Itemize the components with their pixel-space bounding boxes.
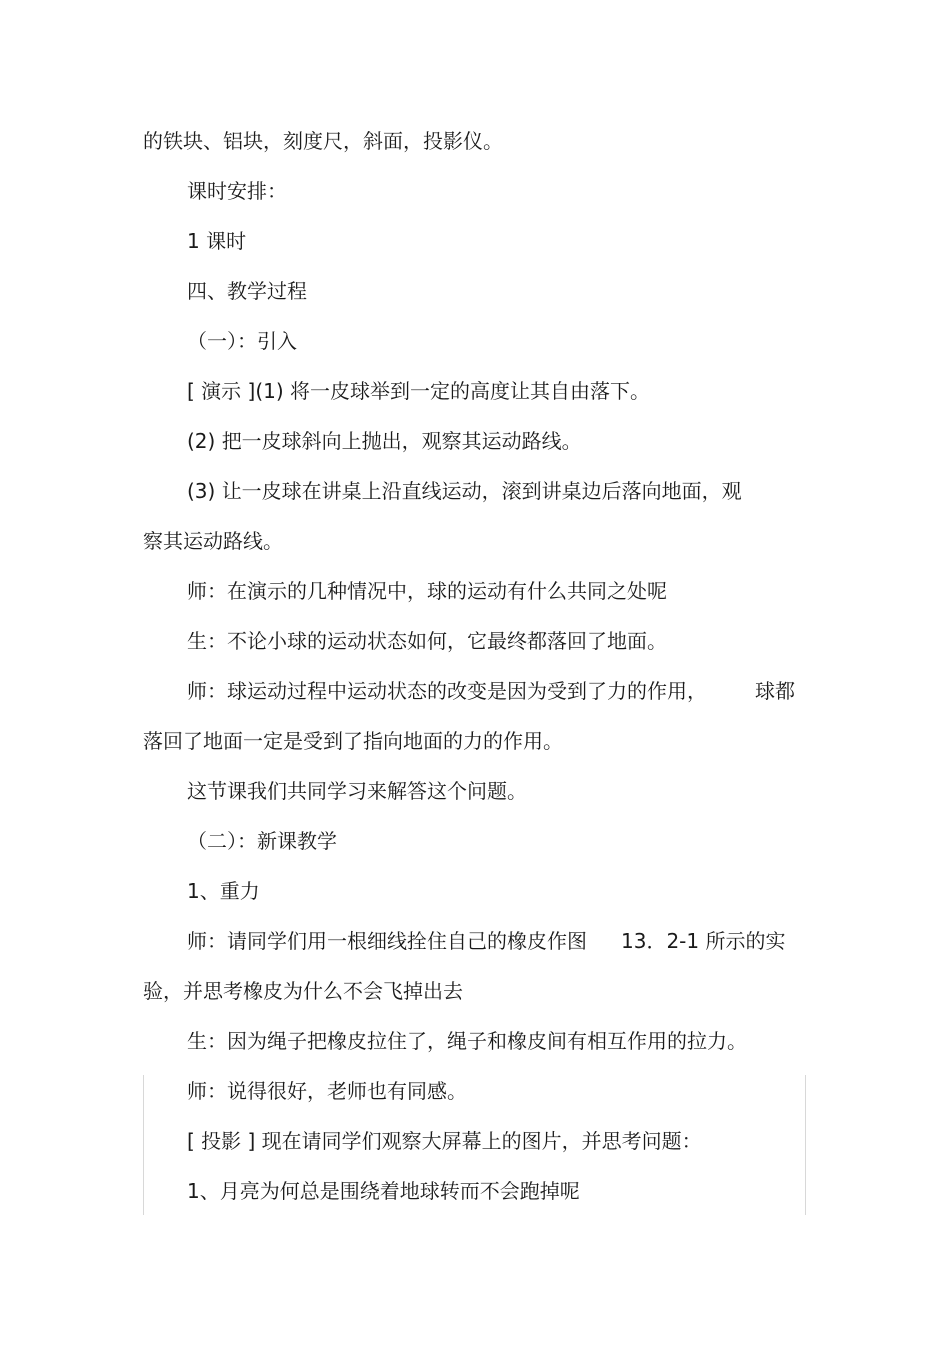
paragraph-line: 验，并思考橡皮为什么不会飞掉出去 xyxy=(143,979,463,1003)
subsection-heading: （二）：新课教学 xyxy=(187,829,337,853)
frame-border-left xyxy=(143,1075,144,1215)
subsection-heading: （一）：引入 xyxy=(187,329,297,353)
line-segment: 13．2-1 所示的实 xyxy=(621,929,786,953)
paragraph-line: [ 演示 ](1) 将一皮球举到一定的高度让其自由落下。 xyxy=(187,379,651,403)
paragraph-line: 1、重力 xyxy=(187,879,260,903)
paragraph-line: 生：不论小球的运动状态如何，它最终都落回了地面。 xyxy=(187,629,667,653)
paragraph-line: 察其运动路线。 xyxy=(143,529,283,553)
paragraph-line: 师：在演示的几种情况中，球的运动有什么共同之处呢 xyxy=(187,579,667,603)
paragraph-line: 课时安排： xyxy=(187,179,287,203)
line-segment: 师：球运动过程中运动状态的改变是因为受到了力的作用， xyxy=(187,679,707,703)
paragraph-line: 1 课时 xyxy=(187,229,247,253)
paragraph-line xyxy=(187,927,785,955)
paragraph-line: 的铁块、铝块，刻度尺，斜面，投影仪。 xyxy=(143,129,503,153)
line-segment: 球都 xyxy=(755,679,795,703)
paragraph-line: 生：因为绳子把橡皮拉住了，绳子和橡皮间有相互作用的拉力。 xyxy=(187,1029,747,1053)
frame-border-right xyxy=(805,1075,806,1215)
paragraph-line xyxy=(187,677,795,705)
line-segment: 师：请同学们用一根细线拴住自己的橡皮作图 xyxy=(187,929,587,953)
paragraph-line: (2) 把一皮球斜向上抛出，观察其运动路线。 xyxy=(187,429,582,453)
paragraph-line: 师：说得很好，老师也有同感。 xyxy=(187,1079,467,1103)
section-heading: 四、教学过程 xyxy=(187,279,307,303)
paragraph-line: 1、月亮为何总是围绕着地球转而不会跑掉呢 xyxy=(187,1179,580,1203)
paragraph-line: [ 投影 ] 现在请同学们观察大屏幕上的图片，并思考问题： xyxy=(187,1129,702,1153)
paragraph-line: 落回了地面一定是受到了指向地面的力的作用。 xyxy=(143,729,563,753)
paragraph-line: (3) 让一皮球在讲桌上沿直线运动，滚到讲桌边后落向地面，观 xyxy=(187,479,742,503)
paragraph-line: 这节课我们共同学习来解答这个问题。 xyxy=(187,779,527,803)
